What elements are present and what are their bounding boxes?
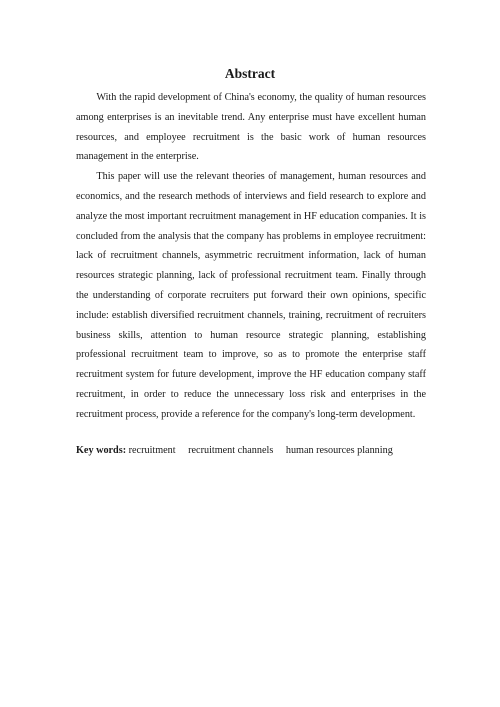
- keyword-item: recruitment: [128, 445, 176, 456]
- abstract-body: [76, 88, 426, 425]
- keywords-label: Key words:: [76, 445, 127, 456]
- abstract-paragraph-1: With the rapid development of China's economy, the quality of human resources among enterprises is an inevitable trend. Any enterprise must have excellent human resources, and employee recruitment is the basic work of human resources management in the enterprise.: [76, 92, 426, 163]
- abstract-title: Abstract: [224, 66, 276, 81]
- abstract-paragraph-2: This paper will use the relevant theories of management, human resources and economics, and the research methods of interviews and field research to explore and analyze the most important recruitment management in HF education companies. It is concluded from the analysis that the company has problems in employee recruitment: lack of recruitment channels, asymmetric recruitment information, lack of human resources strategic planning, lack of professional recruitment team. Finally through the understanding of corporate recruiters put forward their own opinions, specific include: establish diversified recruitment channels, training, recruitment of recruiters business skills, attention to human resource strategic planning, establishing professional recruitment team to improve, so as to promote the enterprise staff recruitment system for future development, improve the HF education company staff recruitment, in order to reduce the unnecessary loss risk and enterprises in the recruitment process, provide a reference for the company's long-term development.: [76, 171, 426, 420]
- keyword-item: human resources planning: [285, 445, 393, 456]
- keyword-item: recruitment channels: [188, 445, 274, 456]
- keywords-line: [76, 443, 456, 459]
